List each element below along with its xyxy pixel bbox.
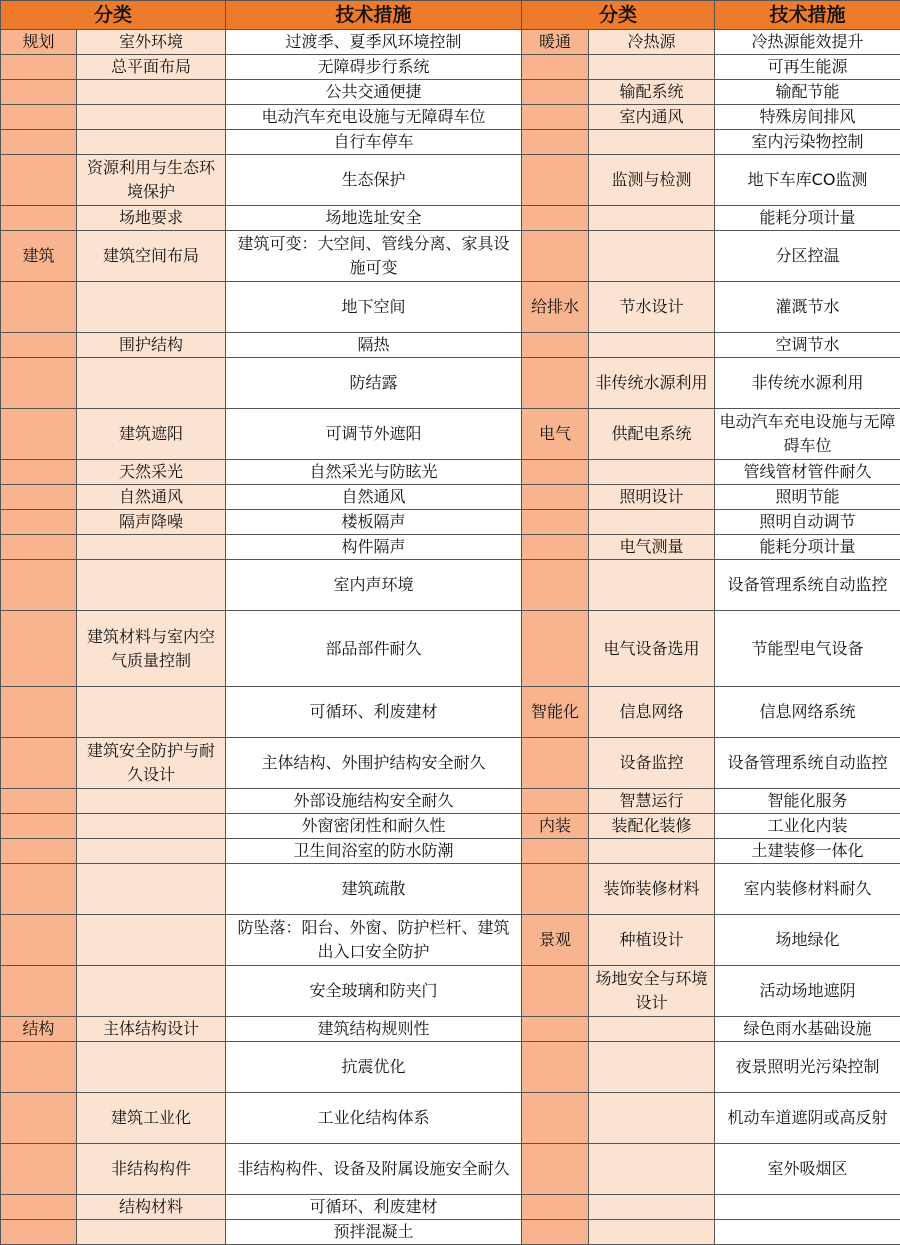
left-subcategory-cell	[77, 358, 226, 409]
right-section-cell	[522, 510, 589, 535]
left-section-cell	[1, 915, 77, 966]
left-subcategory-cell	[77, 560, 226, 611]
right-measure-cell: 特殊房间排风	[715, 105, 900, 130]
left-section-cell	[1, 687, 77, 738]
right-section-cell	[522, 105, 589, 130]
left-subcategory-cell: 室外环境	[77, 30, 226, 55]
right-section-cell	[522, 130, 589, 155]
right-section-cell	[522, 231, 589, 282]
left-measure-cell: 场地选址安全	[226, 206, 522, 231]
right-subcategory-cell: 冷热源	[589, 30, 715, 55]
left-measure-cell: 安全玻璃和防夹门	[226, 966, 522, 1017]
left-subcategory-cell: 建筑遮阳	[77, 409, 226, 460]
left-measure-cell: 构件隔声	[226, 535, 522, 560]
right-measure-cell: 非传统水源利用	[715, 358, 900, 409]
left-measure-cell: 自然通风	[226, 485, 522, 510]
right-subcategory-cell: 非传统水源利用	[589, 358, 715, 409]
right-section-cell: 智能化	[522, 687, 589, 738]
left-measure-cell: 过渡季、夏季风环境控制	[226, 30, 522, 55]
right-measure-header: 技术措施	[715, 1, 900, 30]
right-section-cell	[522, 155, 589, 206]
right-section-cell: 景观	[522, 915, 589, 966]
right-section-cell	[522, 333, 589, 358]
table-row	[1, 864, 900, 915]
right-section-cell	[522, 839, 589, 864]
right-section-cell	[522, 55, 589, 80]
table-row	[1, 966, 900, 1017]
right-section-cell	[522, 460, 589, 485]
right-subcategory-cell: 室内通风	[589, 105, 715, 130]
right-subcategory-cell	[589, 839, 715, 864]
right-measure-cell: 能耗分项计量	[715, 535, 900, 560]
right-measure-cell: 节能型电气设备	[715, 611, 900, 687]
table-row	[1, 839, 900, 864]
left-measure-cell: 室内声环境	[226, 560, 522, 611]
left-subcategory-cell: 场地要求	[77, 206, 226, 231]
right-measure-cell: 绿色雨水基础设施	[715, 1017, 900, 1042]
table-row	[1, 358, 900, 409]
right-subcategory-cell	[589, 560, 715, 611]
left-section-cell	[1, 282, 77, 333]
right-measure-cell: 空调节水	[715, 333, 900, 358]
left-measure-cell: 卫生间浴室的防水防潮	[226, 839, 522, 864]
right-measure-cell: 设备管理系统自动监控	[715, 560, 900, 611]
left-section-cell	[1, 206, 77, 231]
table-row	[1, 130, 900, 155]
table-row	[1, 485, 900, 510]
left-section-cell	[1, 333, 77, 358]
table-row	[1, 1042, 900, 1093]
table-row	[1, 738, 900, 789]
left-section-cell	[1, 1093, 77, 1144]
table-row	[1, 915, 900, 966]
left-subcategory-cell	[77, 687, 226, 738]
left-subcategory-cell: 建筑工业化	[77, 1093, 226, 1144]
left-subcategory-cell	[77, 130, 226, 155]
left-subcategory-cell: 结构材料	[77, 1195, 226, 1220]
right-measure-cell: 照明节能	[715, 485, 900, 510]
table-row	[1, 560, 900, 611]
right-subcategory-cell: 智慧运行	[589, 789, 715, 814]
right-subcategory-cell	[589, 130, 715, 155]
left-subcategory-cell: 非结构构件	[77, 1144, 226, 1195]
right-section-cell: 内装	[522, 814, 589, 839]
left-section-cell	[1, 966, 77, 1017]
left-measure-cell: 自然采光与防眩光	[226, 460, 522, 485]
left-section-cell	[1, 105, 77, 130]
right-measure-cell: 机动车道遮阴或高反射	[715, 1093, 900, 1144]
right-subcategory-cell: 电气测量	[589, 535, 715, 560]
right-section-cell	[522, 1042, 589, 1093]
right-measure-cell: 分区控温	[715, 231, 900, 282]
right-subcategory-cell	[589, 55, 715, 80]
table-row	[1, 333, 900, 358]
left-subcategory-cell	[77, 789, 226, 814]
left-subcategory-cell: 围护结构	[77, 333, 226, 358]
left-subcategory-cell	[77, 864, 226, 915]
table-row	[1, 687, 900, 738]
right-subcategory-cell: 节水设计	[589, 282, 715, 333]
right-measure-cell: 设备管理系统自动监控	[715, 738, 900, 789]
right-section-cell	[522, 80, 589, 105]
table-row	[1, 30, 900, 55]
left-section-cell: 规划	[1, 30, 77, 55]
left-subcategory-cell	[77, 814, 226, 839]
right-subcategory-cell	[589, 1195, 715, 1220]
right-section-cell	[522, 535, 589, 560]
table-row	[1, 409, 900, 460]
right-section-cell	[522, 1195, 589, 1220]
left-section-cell	[1, 510, 77, 535]
left-section-cell	[1, 864, 77, 915]
left-section-cell	[1, 789, 77, 814]
left-measure-cell: 可循环、利废建材	[226, 1195, 522, 1220]
header-row	[1, 1, 900, 30]
left-measure-cell: 建筑疏散	[226, 864, 522, 915]
left-subcategory-cell: 隔声降噪	[77, 510, 226, 535]
left-section-cell	[1, 1042, 77, 1093]
right-subcategory-cell: 装饰装修材料	[589, 864, 715, 915]
table-row	[1, 814, 900, 839]
left-measure-cell: 部品部件耐久	[226, 611, 522, 687]
left-section-cell	[1, 358, 77, 409]
table-row	[1, 55, 900, 80]
left-subcategory-cell	[77, 1042, 226, 1093]
right-measure-cell: 管线管材管件耐久	[715, 460, 900, 485]
table-row	[1, 1144, 900, 1195]
left-measure-cell: 生态保护	[226, 155, 522, 206]
right-subcategory-cell	[589, 1093, 715, 1144]
table-row	[1, 155, 900, 206]
left-measure-cell: 非结构构件、设备及附属设施安全耐久	[226, 1144, 522, 1195]
right-measure-cell: 夜景照明光污染控制	[715, 1042, 900, 1093]
left-subcategory-cell	[77, 966, 226, 1017]
right-subcategory-cell: 电气设备选用	[589, 611, 715, 687]
table-row	[1, 80, 900, 105]
table-row	[1, 231, 900, 282]
right-subcategory-cell: 设备监控	[589, 738, 715, 789]
right-section-cell	[522, 206, 589, 231]
right-section-cell	[522, 966, 589, 1017]
right-subcategory-cell	[589, 1017, 715, 1042]
right-measure-cell: 可再生能源	[715, 55, 900, 80]
left-subcategory-cell	[77, 915, 226, 966]
left-subcategory-cell	[77, 80, 226, 105]
left-section-cell	[1, 611, 77, 687]
right-section-cell	[522, 560, 589, 611]
right-subcategory-cell	[589, 231, 715, 282]
table-row	[1, 1195, 900, 1220]
left-measure-cell: 楼板隔声	[226, 510, 522, 535]
right-measure-cell: 室内装修材料耐久	[715, 864, 900, 915]
left-subcategory-cell: 建筑空间布局	[77, 231, 226, 282]
right-subcategory-cell: 照明设计	[589, 485, 715, 510]
left-measure-cell: 无障碍步行系统	[226, 55, 522, 80]
left-section-cell	[1, 1144, 77, 1195]
right-subcategory-cell: 监测与检测	[589, 155, 715, 206]
table-row	[1, 611, 900, 687]
right-section-cell: 给排水	[522, 282, 589, 333]
table-row	[1, 1017, 900, 1042]
left-section-cell: 结构	[1, 1017, 77, 1042]
left-section-cell	[1, 485, 77, 510]
right-measure-cell: 地下车库CO监测	[715, 155, 900, 206]
left-subcategory-cell: 资源利用与生态环境保护	[77, 155, 226, 206]
right-section-cell: 电气	[522, 409, 589, 460]
left-measure-cell: 抗震优化	[226, 1042, 522, 1093]
left-section-cell	[1, 738, 77, 789]
right-measure-cell: 场地绿化	[715, 915, 900, 966]
left-subcategory-cell: 建筑安全防护与耐久设计	[77, 738, 226, 789]
left-subcategory-cell	[77, 105, 226, 130]
table-row	[1, 282, 900, 333]
table-row	[1, 535, 900, 560]
right-subcategory-cell: 种植设计	[589, 915, 715, 966]
right-section-cell	[522, 1093, 589, 1144]
left-section-cell	[1, 839, 77, 864]
left-measure-cell: 建筑结构规则性	[226, 1017, 522, 1042]
right-section-cell	[522, 358, 589, 409]
right-measure-cell: 照明自动调节	[715, 510, 900, 535]
right-section-cell	[522, 485, 589, 510]
left-measure-cell: 可循环、利废建材	[226, 687, 522, 738]
right-subcategory-cell	[589, 510, 715, 535]
left-subcategory-cell	[77, 282, 226, 333]
left-subcategory-cell: 天然采光	[77, 460, 226, 485]
left-measure-cell: 建筑可变：大空间、管线分离、家具设施可变	[226, 231, 522, 282]
left-measure-cell: 电动汽车充电设施与无障碍车位	[226, 105, 522, 130]
left-measure-cell: 防坠落：阳台、外窗、防护栏杆、建筑出入口安全防护	[226, 915, 522, 966]
right-measure-cell: 土建装修一体化	[715, 839, 900, 864]
right-subcategory-cell: 场地安全与环境设计	[589, 966, 715, 1017]
right-subcategory-cell: 信息网络	[589, 687, 715, 738]
left-subcategory-cell: 总平面布局	[77, 55, 226, 80]
right-category-header: 分类	[522, 1, 715, 30]
left-measure-cell: 地下空间	[226, 282, 522, 333]
left-measure-cell: 隔热	[226, 333, 522, 358]
right-section-cell	[522, 611, 589, 687]
table-row	[1, 510, 900, 535]
right-measure-cell: 活动场地遮阴	[715, 966, 900, 1017]
left-section-cell	[1, 460, 77, 485]
table-row	[1, 460, 900, 485]
left-section-cell	[1, 560, 77, 611]
table-row	[1, 1093, 900, 1144]
left-measure-cell: 预拌混凝土	[226, 1220, 522, 1245]
left-measure-cell: 自行车停车	[226, 130, 522, 155]
right-measure-cell: 室外吸烟区	[715, 1144, 900, 1195]
right-section-cell	[522, 1144, 589, 1195]
right-measure-cell: 信息网络系统	[715, 687, 900, 738]
left-section-cell	[1, 814, 77, 839]
left-measure-cell: 可调节外遮阳	[226, 409, 522, 460]
left-section-cell	[1, 155, 77, 206]
right-subcategory-cell	[589, 206, 715, 231]
right-subcategory-cell: 供配电系统	[589, 409, 715, 460]
right-measure-cell: 工业化内装	[715, 814, 900, 839]
right-section-cell	[522, 738, 589, 789]
left-section-cell	[1, 1195, 77, 1220]
left-subcategory-cell: 建筑材料与室内空气质量控制	[77, 611, 226, 687]
right-subcategory-cell	[589, 1042, 715, 1093]
left-subcategory-cell	[77, 839, 226, 864]
left-category-header: 分类	[1, 1, 226, 30]
left-section-cell	[1, 409, 77, 460]
left-measure-cell: 公共交通便捷	[226, 80, 522, 105]
right-measure-cell: 室内污染物控制	[715, 130, 900, 155]
table-row	[1, 105, 900, 130]
right-subcategory-cell	[589, 333, 715, 358]
right-measure-cell	[715, 1195, 900, 1220]
left-subcategory-cell: 自然通风	[77, 485, 226, 510]
right-measure-cell: 输配节能	[715, 80, 900, 105]
left-measure-cell: 主体结构、外围护结构安全耐久	[226, 738, 522, 789]
left-section-cell: 建筑	[1, 231, 77, 282]
right-measure-cell: 能耗分项计量	[715, 206, 900, 231]
left-section-cell	[1, 130, 77, 155]
left-subcategory-cell	[77, 535, 226, 560]
left-measure-cell: 外部设施结构安全耐久	[226, 789, 522, 814]
right-measure-cell: 智能化服务	[715, 789, 900, 814]
right-section-cell	[522, 789, 589, 814]
left-section-cell	[1, 55, 77, 80]
right-measure-cell: 灌溉节水	[715, 282, 900, 333]
right-section-cell	[522, 1017, 589, 1042]
right-measure-cell: 电动汽车充电设施与无障碍车位	[715, 409, 900, 460]
left-measure-cell: 外窗密闭性和耐久性	[226, 814, 522, 839]
right-subcategory-cell	[589, 460, 715, 485]
right-subcategory-cell	[589, 1144, 715, 1195]
right-section-cell	[522, 864, 589, 915]
left-section-cell	[1, 535, 77, 560]
right-subcategory-cell: 装配化装修	[589, 814, 715, 839]
right-section-cell: 暖通	[522, 30, 589, 55]
left-measure-cell: 工业化结构体系	[226, 1093, 522, 1144]
left-measure-cell: 防结露	[226, 358, 522, 409]
right-subcategory-cell: 输配系统	[589, 80, 715, 105]
left-section-cell	[1, 80, 77, 105]
right-measure-cell: 冷热源能效提升	[715, 30, 900, 55]
left-subcategory-cell: 主体结构设计	[77, 1017, 226, 1042]
left-measure-header: 技术措施	[226, 1, 522, 30]
table-row	[1, 789, 900, 814]
table-row	[1, 206, 900, 231]
